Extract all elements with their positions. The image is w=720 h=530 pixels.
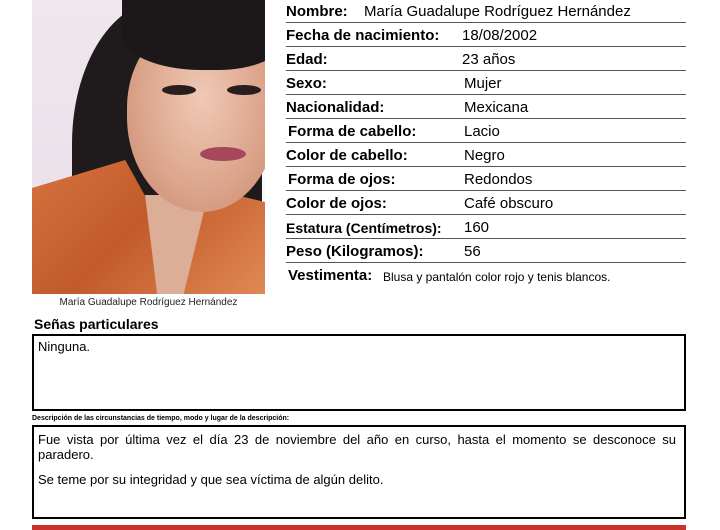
field-value: Redondos (464, 171, 533, 188)
field-label: Peso (Kilogramos): (286, 243, 424, 260)
field-label: Edad: (286, 51, 328, 68)
field-value: Mujer (464, 75, 502, 92)
field-label: Forma de cabello: (288, 123, 417, 140)
field-row-nacionalidad (286, 96, 686, 119)
field-value: Café obscuro (464, 195, 554, 212)
field-label: Fecha de nacimiento: (286, 27, 440, 44)
descripcion-paragraph-1: Fue vista por última vez el día 23 de noviembre del año en curso, hasta el momento se desconoce su paradero. (38, 432, 676, 462)
field-row-sexo (286, 72, 686, 95)
field-value: Lacio (464, 123, 500, 140)
field-row-nombre (286, 0, 686, 23)
field-row-color-cabello (286, 144, 686, 167)
photo-eye-left (162, 85, 196, 95)
field-value: 18/08/2002 (462, 27, 538, 44)
senas-particulares-box (32, 334, 686, 411)
field-value: 23 años (462, 51, 516, 68)
photo-caption: María Guadalupe Rodríguez Hernández (59, 297, 238, 308)
field-label: Color de cabello: (286, 147, 408, 164)
field-label: Color de ojos: (286, 195, 387, 212)
field-value: María Guadalupe Rodríguez Hernández (364, 3, 631, 20)
field-value: 56 (464, 243, 481, 260)
field-row-forma-cabello (286, 120, 686, 143)
field-row-edad (286, 48, 686, 71)
field-value: 160 (464, 219, 490, 236)
field-row-fecha-nacimiento (286, 24, 686, 47)
field-value: Negro (464, 147, 505, 164)
field-row-estatura (286, 216, 686, 239)
field-label: Forma de ojos: (288, 171, 396, 188)
field-value: Blusa y pantalón color rojo y tenis blancos. (383, 270, 611, 284)
field-row-color-ojos (286, 192, 686, 215)
descripcion-paragraph-2: Se teme por su integridad y que sea víctima de algún delito. (38, 472, 384, 487)
descripcion-box (32, 425, 686, 519)
photo-lips (200, 147, 246, 161)
field-row-forma-ojos (286, 168, 686, 191)
senas-particulares-text: Ninguna. (38, 339, 91, 354)
field-label: Sexo: (286, 75, 327, 92)
field-label: Nacionalidad: (286, 99, 385, 116)
missing-person-photo (32, 0, 265, 294)
footer-red-bar (32, 525, 686, 530)
photo-eye-right (227, 85, 261, 95)
field-label: Vestimenta: (288, 267, 373, 284)
senas-particulares-title: Señas particulares (34, 316, 159, 332)
descripcion-title: Descripción de las circunstancias de tiempo, modo y lugar de la descripción: (32, 415, 290, 422)
field-row-peso (286, 240, 686, 263)
field-row-vestimenta (286, 264, 686, 286)
field-label: Nombre: (286, 3, 348, 20)
field-value: Mexicana (464, 99, 529, 116)
field-label: Estatura (Centímetros): (286, 220, 442, 236)
